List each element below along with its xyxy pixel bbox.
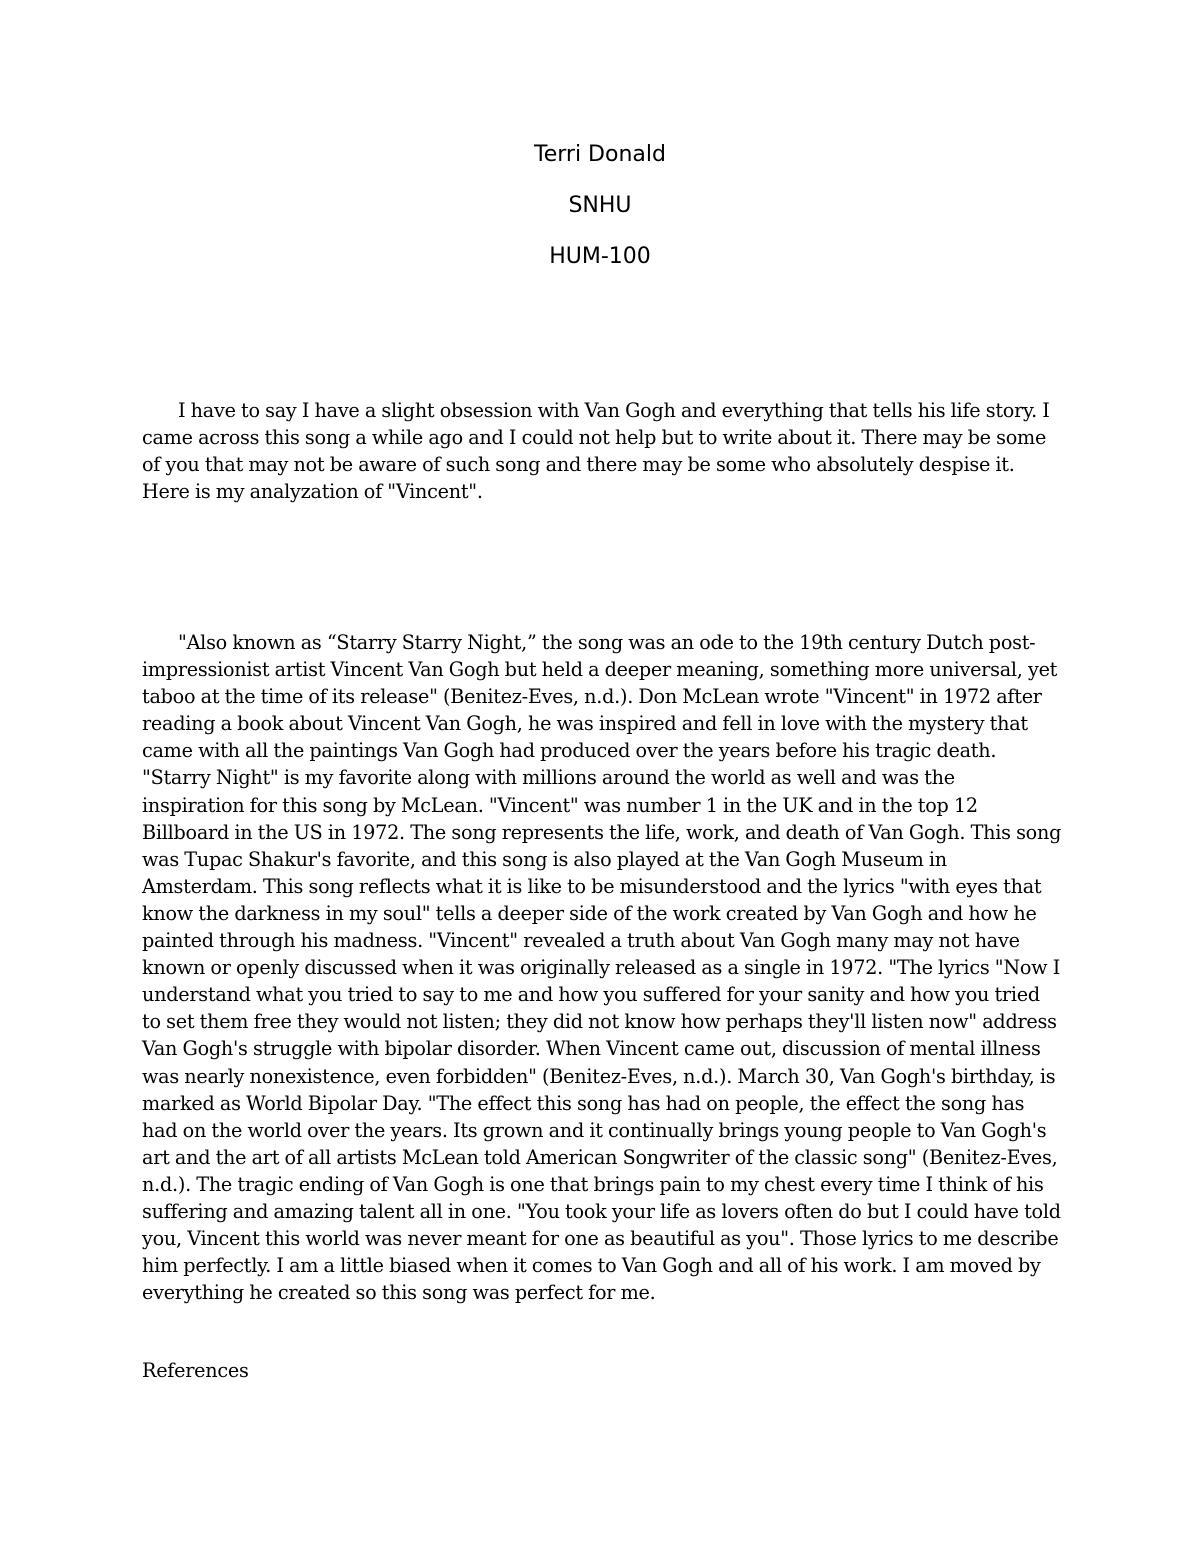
main-paragraph: "Also known as “Starry Starry Night,” the song was an ode to the 19th century Dutch post-impressionist artist Vincent Van Gogh but held a deeper meaning, something more universal, yet taboo at the time of its release" (Benitez-Eves, n.d.). Don McLean wrote "Vincent" in 1972 after reading a book about Vincent Van Gogh, he was inspired and fell in love with the mystery that came with all the paintings Van Gogh had produced over the years before his tragic death. "Starry Night" is my favorite along with millions around the world as well and was the inspiration for this song by McLean. "Vincent" was number 1 in the UK and in the top 12 Billboard in the US in 1972. The song represents the life, work, and death of Van Gogh. This song was Tupac Shakur's favorite, and this song is also played at the Van Gogh Museum in Amsterdam. This song reflects what it is like to be misunderstood and the lyrics "with eyes that know the darkness in my soul" tells a deeper side of the work created by Van Gogh and how he painted through his madness. "Vincent" revealed a truth about Van Gogh many may not have known or openly discussed when it was originally released as a single in 1972. "The lyrics "Now I understand what you tried to say to me and how you suffered for your sanity and how you tried to set them free they would not listen; they did not know how perhaps they'll listen now" address Van Gogh's struggle with bipolar disorder. When Vincent came out, discussion of mental illness was nearly nonexistence, even forbidden" (Benitez-Eves, n.d.). March 30, Van Gogh's birthday, is marked as World Bipolar Day. "The effect this song has had on people, the effect the song has had on the world over the years. Its grown and it continually brings young people to Van Gogh's art and the art of all artists McLean told American Songwriter of the classic song" (Benitez-Eves, n.d.). The tragic ending of Van Gogh is one that brings pain to my chest every time I think of his suffering and amazing talent all in one. "You took your life as lovers often do but I could have told you, Vincent this world was never meant for one as beautiful as you". Those lyrics to me describe him perfectly. I am a little biased when it comes to Van Gogh and all of his work. I am moved by everything he created so this song was perfect for me. (142, 631, 1062, 1305)
author-name: Terri Donald (534, 142, 666, 167)
school-name: SNHU (568, 193, 632, 218)
references-heading: References (142, 1359, 249, 1382)
intro-paragraph: I have to say I have a slight obsession with Van Gogh and everything that tells his life story. I came across this song a while ago and I could not help but to write about it. There may be some of you that may not be aware of such song and there may be some who absolutely despise it. Here is my analyzation of "Vincent". (142, 399, 1050, 504)
course-code: HUM-100 (549, 244, 651, 269)
